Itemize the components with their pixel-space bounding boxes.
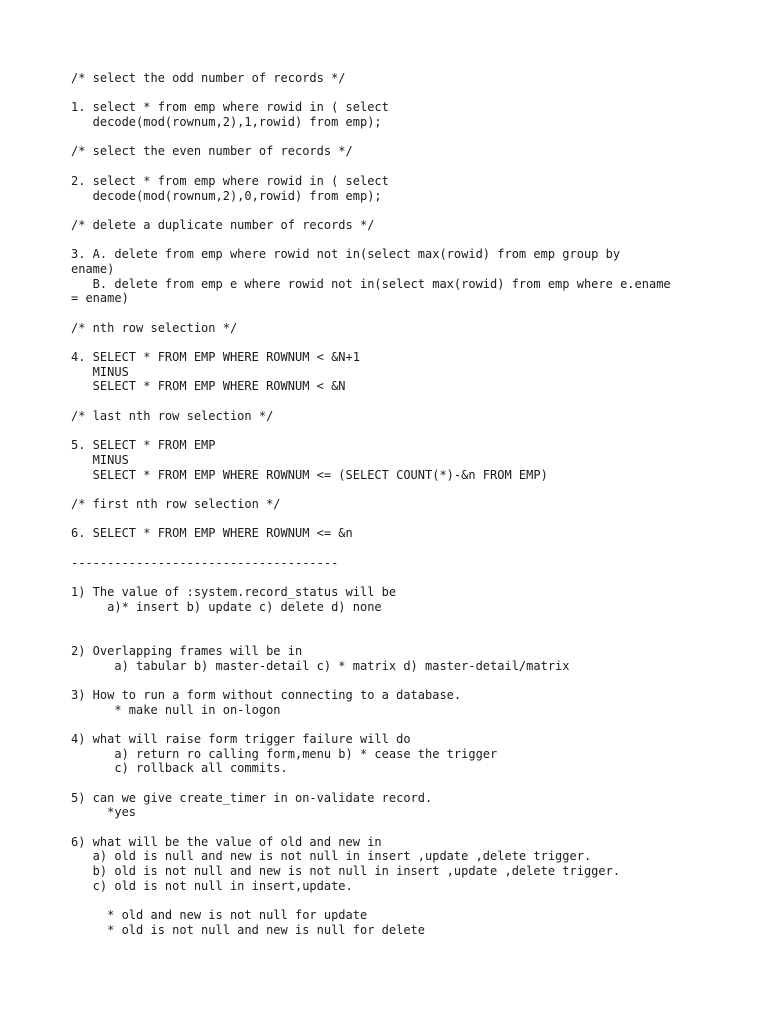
question-5: 5) can we give create_timer in on-validate record. bbox=[71, 790, 433, 805]
query-4-line-2: MINUS bbox=[71, 364, 129, 379]
question-6-option-c: c) old is not null in insert,update. bbox=[71, 878, 353, 893]
question-6: 6) what will be the value of old and new in bbox=[71, 834, 382, 849]
question-6-option-b: b) old is not null and new is not null in insert ,update ,delete trigger. bbox=[71, 864, 621, 879]
question-2: 2) Overlapping frames will be in bbox=[71, 643, 303, 658]
query-2-line-1: 2. select * from emp where rowid in ( select bbox=[71, 173, 389, 188]
comment-nth-row: /* nth row selection */ bbox=[71, 320, 238, 335]
question-1-answer: a)* insert b) update c) delete d) none bbox=[71, 599, 382, 614]
query-2-line-2: decode(mod(rownum,2),0,rowid) from emp); bbox=[71, 188, 382, 203]
query-3-line-1: 3. A. delete from emp where rowid not in(select max(rowid) from emp group by bbox=[71, 247, 621, 262]
question-6-note-1: * old and new is not null for update bbox=[71, 908, 368, 923]
query-1-line-2: decode(mod(rownum,2),1,rowid) from emp); bbox=[71, 115, 382, 130]
query-6-line-1: 6. SELECT * FROM EMP WHERE ROWNUM <= &n bbox=[71, 526, 353, 541]
question-6-note-2: * old is not null and new is null for delete bbox=[71, 922, 426, 937]
query-3-line-2: ename) bbox=[71, 261, 115, 276]
question-3-answer: * make null in on-logon bbox=[71, 702, 281, 717]
question-4-answer-1: a) return ro calling form,menu b) * cease the trigger bbox=[71, 746, 498, 761]
comment-delete-duplicates: /* delete a duplicate number of records */ bbox=[71, 217, 375, 232]
query-3-line-3: B. delete from emp e where rowid not in(select max(rowid) from emp where e.ename bbox=[71, 276, 671, 291]
question-4: 4) what will raise form trigger failure will do bbox=[71, 731, 411, 746]
query-4-line-3: SELECT * FROM EMP WHERE ROWNUM < &N bbox=[71, 379, 346, 394]
query-1-line-1: 1. select * from emp where rowid in ( select bbox=[71, 100, 389, 115]
document-page bbox=[71, 71, 731, 938]
question-3: 3) How to run a form without connecting to a database. bbox=[71, 687, 462, 702]
question-2-answer: a) tabular b) master-detail c) * matrix d) master-detail/matrix bbox=[71, 658, 570, 673]
query-5-line-2: MINUS bbox=[71, 452, 129, 467]
comment-even-records: /* select the even number of records */ bbox=[71, 144, 353, 159]
separator-line: ------------------------------------- bbox=[71, 555, 339, 570]
query-4-line-1: 4. SELECT * FROM EMP WHERE ROWNUM < &N+1 bbox=[71, 350, 360, 365]
question-6-option-a: a) old is null and new is not null in insert ,update ,delete trigger. bbox=[71, 849, 592, 864]
question-1: 1) The value of :system.record_status will be bbox=[71, 585, 397, 600]
query-5-line-1: 5. SELECT * FROM EMP bbox=[71, 438, 216, 453]
query-5-line-3: SELECT * FROM EMP WHERE ROWNUM <= (SELECT COUNT(*)-&n FROM EMP) bbox=[71, 467, 548, 482]
question-5-answer: *yes bbox=[71, 805, 137, 820]
comment-odd-records: /* select the odd number of records */ bbox=[71, 71, 346, 85]
comment-first-nth-row: /* first nth row selection */ bbox=[71, 496, 281, 511]
comment-last-nth-row: /* last nth row selection */ bbox=[71, 408, 274, 423]
query-3-line-4: = ename) bbox=[71, 291, 129, 306]
question-4-answer-2: c) rollback all commits. bbox=[71, 761, 288, 776]
